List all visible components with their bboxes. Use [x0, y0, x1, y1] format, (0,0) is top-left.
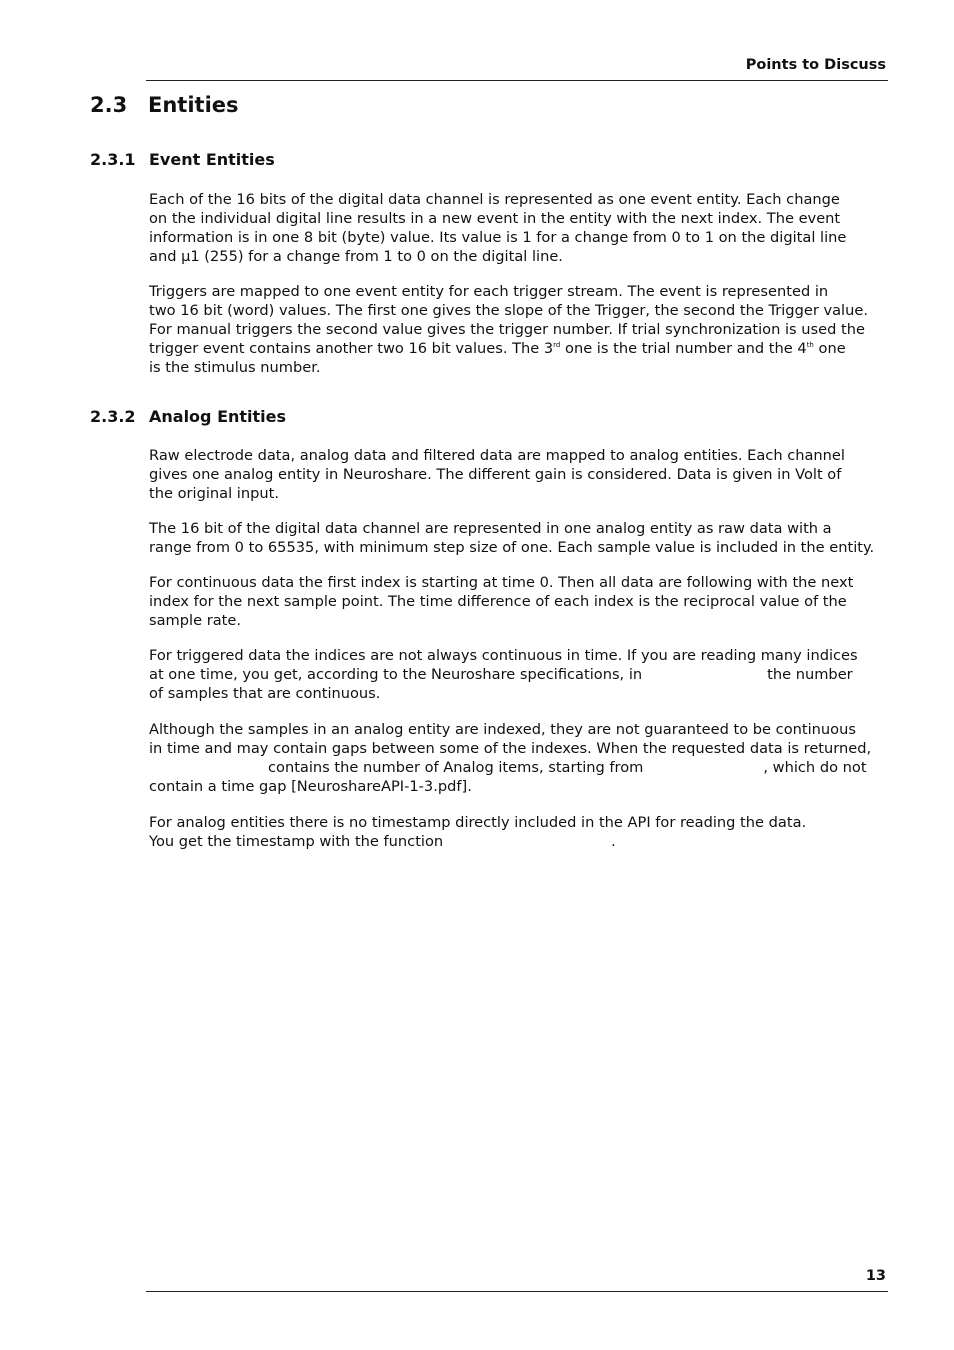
text-span: the number [767, 666, 853, 684]
subsection-heading-event [90, 150, 275, 169]
section-title: Entities [148, 93, 239, 117]
text-line: contain a time gap [NeuroshareAPI-1-3.pdf]. [149, 778, 472, 796]
text-span: You get the timestamp with the function [149, 833, 444, 851]
paragraph-timestamp [149, 813, 889, 851]
subsection-title: Event Entities [149, 150, 275, 169]
text-line: The 16 bit of the digital data channel are represented in one analog entity as raw data with a [149, 520, 832, 537]
subsection-title: Analog Entities [149, 407, 287, 426]
text-span: at one time, you get, according to the Neuroshare specifications, in [149, 666, 643, 684]
text-line: For triggered data the indices are not always continuous in time. If you are reading many indices [149, 647, 858, 664]
text-line: information is in one 8 bit (byte) value. Its value is 1 for a change from 0 to 1 on the digital line [149, 229, 847, 247]
text-span: contains the number of Analog items, starting from [268, 759, 644, 777]
text-line: Although the samples in an analog entity are indexed, they are not guaranteed to be continuous [149, 721, 856, 738]
text-line: For analog entities there is no timestamp directly included in the API for reading the data. [149, 814, 807, 831]
text-line: of samples that are continuous. [149, 685, 381, 703]
text-line [149, 665, 889, 684]
paragraph-continuous [149, 573, 889, 630]
text-span: one [813, 340, 846, 358]
text-span: , which do not [763, 759, 867, 777]
page-number: 13 [865, 1268, 886, 1284]
text-line: on the individual digital line results in a new event in the entity with the next index. The event [149, 210, 841, 228]
text-line [149, 832, 889, 851]
text-line: in time and may contain gaps between some of the indexes. When the requested data is returned, [149, 740, 872, 758]
section-number: 2.3 [90, 93, 128, 117]
text-line: sample rate. [149, 612, 241, 630]
text-line: Raw electrode data, analog data and filtered data are mapped to analog entities. Each channel [149, 447, 845, 464]
section-heading [90, 93, 239, 117]
superscript: rd [553, 341, 561, 350]
text-line: index for the next sample point. The time difference of each index is the reciprocal value of the [149, 593, 847, 611]
text-line: For continuous data the first index is starting at time 0. Then all data are following with the next [149, 574, 854, 591]
paragraph-analog-mapping [149, 446, 889, 503]
text-line: two 16 bit (word) values. The first one gives the slope of the Trigger, the second the Trigger value. [149, 302, 868, 320]
paragraph-triggered [149, 646, 889, 703]
subsection-number: 2.3.1 [90, 150, 136, 169]
paragraph-digital-raw [149, 519, 889, 557]
paragraph-gaps [149, 720, 889, 796]
text-line [149, 758, 889, 777]
text-span: trigger event contains another two 16 bit values. The 3 [149, 340, 554, 358]
text-line: range from 0 to 65535, with minimum step size of one. Each sample value is included in the entity. [149, 539, 875, 557]
subsection-heading-analog [90, 407, 286, 426]
text-line: Each of the 16 bits of the digital data channel is represented as one event entity. Each change [149, 191, 840, 208]
text-line: Triggers are mapped to one event entity for each trigger stream. The event is represented in [149, 283, 829, 300]
text-line: the original input. [149, 485, 279, 503]
paragraph-triggers [149, 282, 889, 377]
text-span: . [611, 833, 616, 851]
text-line: For manual triggers the second value gives the trigger number. If trial synchronization is used the [149, 321, 865, 339]
text-line [149, 339, 889, 358]
header-rule [146, 80, 888, 81]
text-line: is the stimulus number. [149, 359, 321, 377]
text-line: gives one analog entity in Neuroshare. The different gain is considered. Data is given in Volt of [149, 466, 842, 484]
subsection-number: 2.3.2 [90, 407, 136, 426]
text-line: and µ1 (255) for a change from 1 to 0 on the digital line. [149, 248, 563, 266]
superscript: th [806, 341, 814, 350]
text-span: one is the trial number and the 4 [560, 340, 807, 358]
paragraph-event-bits [149, 190, 889, 266]
footer-rule [146, 1291, 888, 1292]
running-header: Points to Discuss [745, 57, 886, 73]
